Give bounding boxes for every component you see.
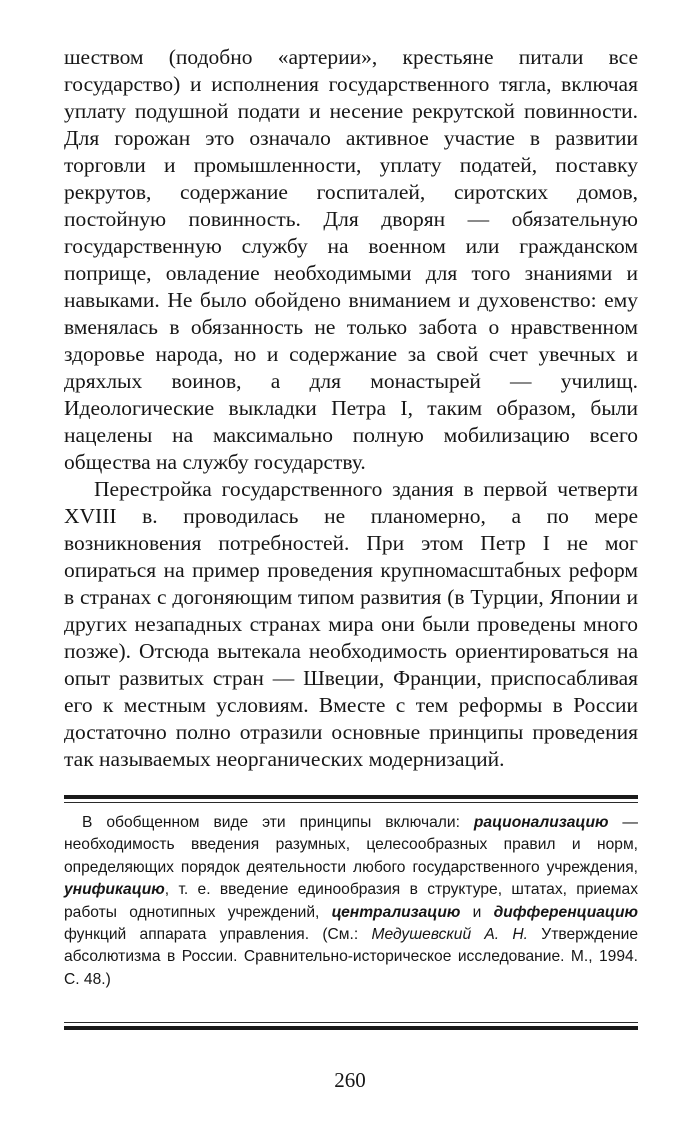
term-centralization: централизацию [331,903,461,921]
term-unification: унификацию [64,881,165,899]
note-text-5: функций аппарата управления. (См.: [64,926,372,944]
note-top-rule [64,795,638,799]
body-paragraph-1: шеством (подобно «артерии», крестьяне питали все государство) и исполнения государственного тягла, включая уплату подушной подати и несение рекрутской повинности. Для горожан это означало активное участие в развитии торговли и промышленности, уплату податей, поставку рекрутов, содержание госпиталей, сиротских домов, постойную повинность. Для дворян — обязательную государственную службу на военном или гражданском поприще, овладение необходимыми для того знаниями и навыками. Не было обойдено вниманием и духовенство: ему вменялась в обязанность не только забота о нравственном здоровье народа, но и содержание за свой счет увечных и дряхлых воинов, а для монастырей — училищ. Идеологические выкладки Петра I, таким образом, были нацелены на максимально полную мобилизацию всего общества на службу государству. [64,45,638,474]
term-rationalization: рационализацию [473,814,609,831]
sidebar-note [64,812,638,991]
note-text-1: В обобщенном виде эти принципы включали: [82,814,474,831]
note-text-6: Утверждение абсолютизма в России. Сравнительно-историческое исследование. М., 1994. С. 48.) [64,926,638,988]
body-paragraph-2: Перестройка государственного здания в первой четверти XVIII в. проводилась не планомерно, а по мере возникновения потребностей. При этом Петр I не мог опираться на пример проведения крупномасштабных реформ в странах с догоняющим типом развития (в Турции, Японии и других незападных странах мира они были проведены много позже). Отсюда вытекала необходимость ориентироваться на опыт развитых стран — Швеции, Франции, приспосабливая его к местным условиям. Вместе с тем реформы в России достаточно полно отразили основные принципы проведения так называемых неорганических модернизаций. [64,477,638,771]
note-text-2: — необходимость введения разумных, целесообразных правил и норм, определяющих порядок деятельности любого государственного учреждения, [64,814,638,876]
page-number: 260 [334,1068,366,1092]
note-paragraph [64,812,638,991]
note-bottom-rule [64,1026,638,1030]
note-top-thin-rule [64,802,638,803]
note-text-3: , т. е. введение единообразия в структуре, штатах, приемах работы однотипных учреждений, [64,881,638,921]
term-differentiation: дифференциацию [493,903,638,921]
main-text [64,44,638,773]
citation-author: Медушевский А. Н. [371,926,529,944]
note-bottom-thin-rule [64,1022,638,1023]
note-text-4: и [460,903,494,921]
